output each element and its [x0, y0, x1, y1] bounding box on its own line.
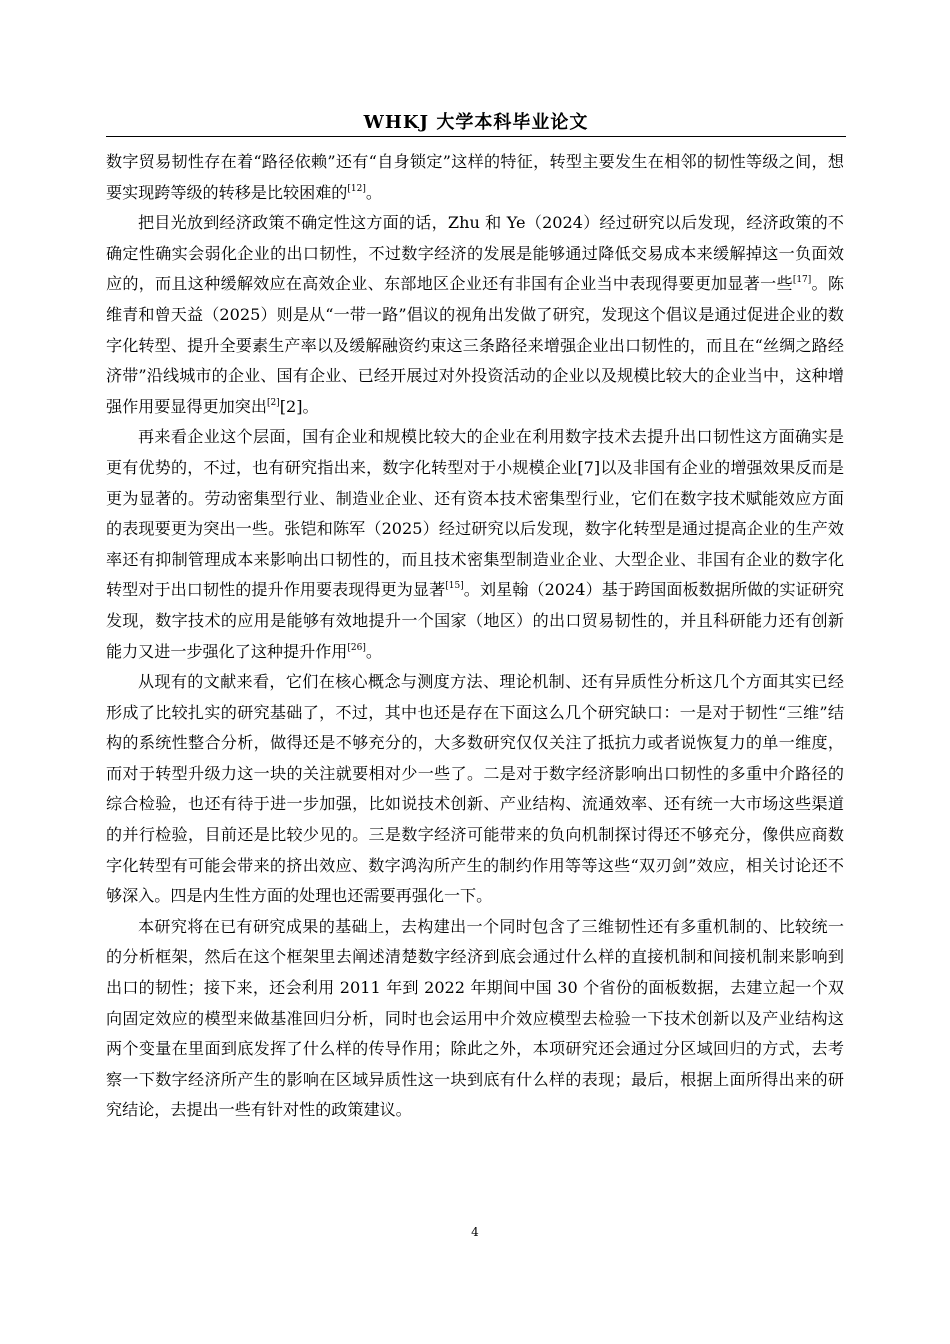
text-run: 把目光放到经济政策不确定性这方面的话，Zhu 和 Ye（2024）经过研究以后发现，经济政策的不确定性确实会弱化企业的出口韧性，不过数字经济的发展是能够通过降低交易成本来缓解掉这一负面效应的，而且这种缓解效应在高效企业、东部地区企业还有非国有企业当中表现得要更加显著一些: [106, 213, 844, 294]
text-run: 。刘星翰（2024）基于跨国面板数据所做的实证研究发现，数字技术的应用是能够有效地提升一个国家（地区）的出口贸易韧性的，并且科研能力还有创新能力又进一步强化了这种提升作用: [106, 580, 844, 661]
text-run: 从现有的文献来看，它们在核心概念与测度方法、理论机制、还有异质性分析这几个方面其实已经形成了比较扎实的研究基础了，不过，其中也还是存在下面这么几个研究缺口：一是对于韧性“三维”结构的系统性整合分析，做得还是不够充分的，大多数研究仅仅关注了抵抗力或者说恢复力的单一维度，而对于转型升级力这一块的关注就要相对少一些了。二是对于数字经济影响出口韧性的多重中介路径的综合检验，也还有待于进一步加强，比如说技术创新、产业结构、流通效率、还有统一大市场这些渠道的并行检验，目前还是比较少见的。三是数字经济可能带来的负向机制探讨得还不够充分，像供应商数字化转型有可能会带来的挤出效应、数字鸿沟所产生的制约作用等等这些“双刃剑”效应，相关讨论还不够深入。四是内生性方面的处理也还需要再强化一下。: [106, 672, 844, 906]
paragraph-5: [106, 912, 844, 1126]
text-run: 。: [365, 641, 382, 661]
text-run: 本研究将在已有研究成果的基础上，去构建出一个同时包含了三维韧性还有多重机制的、比较统一的分析框架，然后在这个框架里去阐述清楚数字经济到底会通过什么样的直接机制和间接机制来影响到出口的韧性；接下来，还会利用 2011 年到 2022 年期间中国 30 个省份的面板数据，去建立起一个双向固定效应的模型来做基准回归分析，同时也会运用中介效应模型去检验一下技术创新以及产业结构这两个变量在里面到底发挥了什么样的传导作用；除此之外，本项研究还会通过分区域回归的方式，去考察一下数字经济所产生的影响在区域异质性这一块到底有什么样的表现；最后，根据上面所得出来的研究结论，去提出一些有针对性的政策建议。: [106, 916, 844, 1120]
text-run: [2]。: [279, 396, 319, 416]
text-run: 再来看企业这个层面，国有企业和规模比较大的企业在利用数字技术去提升出口韧性这方面确实是更有优势的，不过，也有研究指出来，数字化转型对于小规模企业[7]以及非国有企业的增强效果反而是更为显著的。劳动密集型行业、制造业企业、还有资本技术密集型行业，它们在数字技术赋能效应方面的表现要更为突出一些。张铠和陈军（2025）经过研究以后发现，数字化转型是通过提高企业的生产效率还有抑制管理成本来影响出口韧性的，而且技术密集型制造业企业、大型企业、非国有企业的数字化转型对于出口韧性的提升作用要表现得更为显著: [106, 427, 844, 600]
paragraph-4: [106, 667, 844, 912]
text-run: 。陈维青和曾天益（2025）则是从“一带一路”倡议的视角出发做了研究，发现这个倡议是通过促进企业的数字化转型、提升全要素生产率以及缓解融资约束这三条路径来增强企业出口韧性的，而且在“丝绸之路经济带”沿线城市的企业、国有企业、已经开展过对外投资活动的企业以及规模比较大的企业当中，这种增强作用要显得更加突出: [106, 274, 845, 416]
citation-superscript: [15]: [445, 581, 464, 592]
paragraph-1: [106, 147, 844, 208]
paragraph-2: [106, 208, 844, 422]
main-body-text: [106, 147, 844, 1126]
text-run: 。: [365, 182, 382, 202]
citation-superscript: [17]: [792, 275, 812, 286]
citation-superscript: [26]: [347, 642, 366, 653]
page-number: 4: [471, 1225, 479, 1239]
citation-superscript: [12]: [347, 183, 366, 194]
citation-superscript: [2]: [266, 397, 280, 408]
header-divider: [106, 136, 846, 137]
running-header-title: WHKJ 大学本科毕业论文: [363, 112, 589, 133]
text-run: 数字贸易韧性存在着“路径依赖”还有“自身锁定”这样的特征，转型主要发生在相邻的韧性等级之间，想要实现跨等级的转移是比较困难的: [106, 152, 844, 202]
paragraph-3: [106, 422, 844, 667]
